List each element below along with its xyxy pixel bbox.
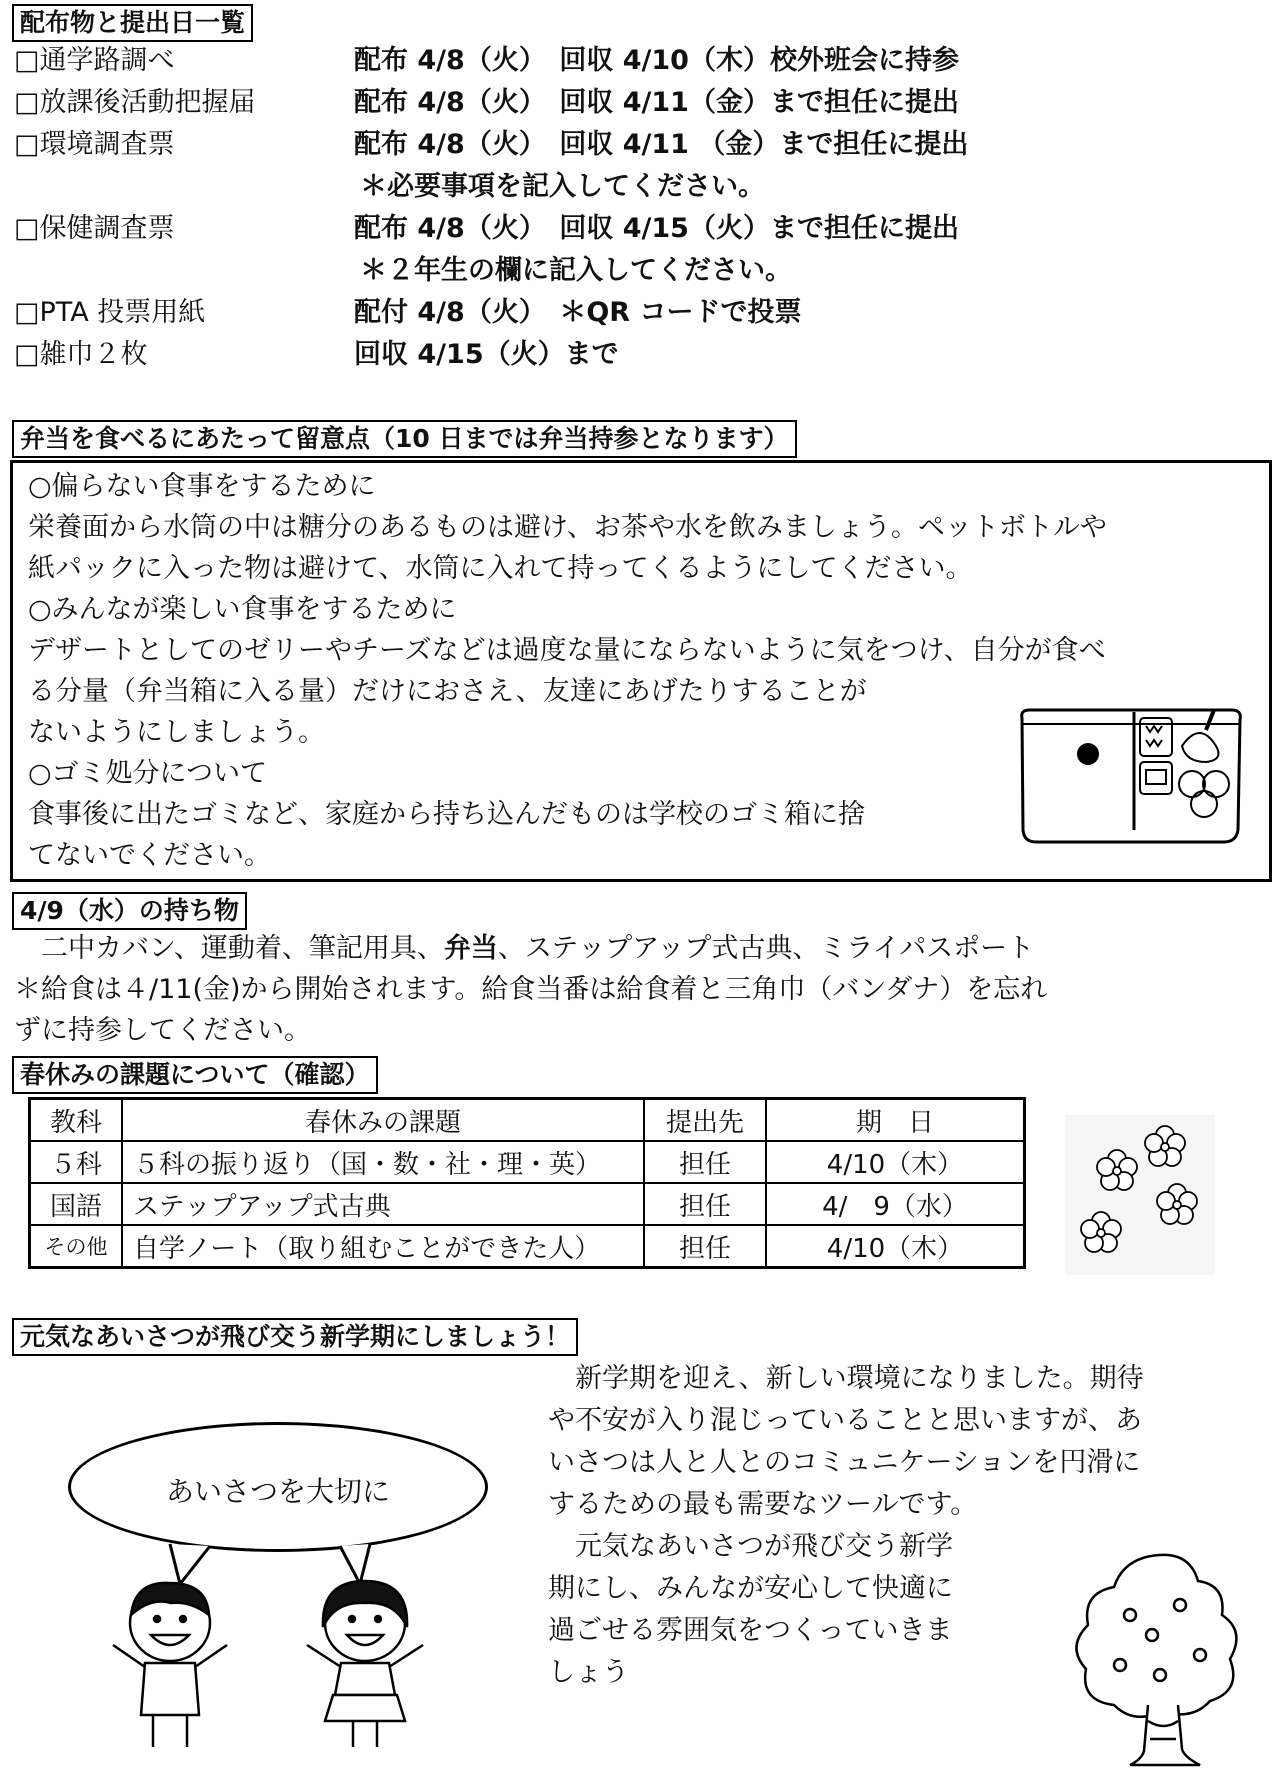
- handout-detail: 配付 4/8（火） ＊QR コードで投票: [354, 297, 802, 328]
- bento-line: 紙パックに入った物は避けて、水筒に入れて持ってくるようにしてください。: [28, 553, 973, 584]
- tree-illustration: [1060, 1545, 1260, 1775]
- handout-name: □通学路調べ: [14, 45, 175, 76]
- greeting-line: や不安が入り混じっていることと思いますが、あ: [548, 1405, 1142, 1436]
- table-header: 春休みの課題: [122, 1099, 644, 1142]
- bento-line: ないようにしましょう。: [28, 717, 325, 748]
- greeting-heading: 元気なあいさつが飛び交う新学期にしましょう！: [12, 1318, 578, 1356]
- students-illustration: [95, 1575, 455, 1755]
- handout-name: □放課後活動把握届: [14, 87, 256, 118]
- table-cell: ５科: [30, 1141, 123, 1183]
- speech-bubble-text: あいさつを大切に: [165, 1475, 390, 1508]
- belongings-line: ずに持参してください。: [14, 1015, 311, 1046]
- table-cell: 4/10（木）: [766, 1141, 1025, 1183]
- homework-heading: 春休みの課題について（確認）: [12, 1056, 378, 1094]
- greeting-line: 新学期を迎え、新しい環境になりました。期待: [548, 1363, 1144, 1394]
- table-row: [30, 1183, 1025, 1225]
- table-cell: 4/10（木）: [766, 1225, 1025, 1268]
- handout-detail: 回収 4/15（火）まで: [354, 339, 619, 370]
- handout-row: [14, 86, 1214, 120]
- bento-line: 食事後に出たゴミなど、家庭から持ち込んだものは学校のゴミ箱に捨: [28, 799, 865, 830]
- bento-line: ○ゴミ処分について: [28, 758, 268, 789]
- handout-note: ＊必要事項を記入してください。: [360, 171, 765, 202]
- lunchbox-illustration: [1010, 700, 1250, 850]
- table-header: 教科: [30, 1099, 123, 1142]
- handouts-heading: 配布物と提出日一覧: [12, 4, 253, 42]
- bento-line: ○偏らない食事をするために: [28, 471, 376, 502]
- bento-line: てないでください。: [28, 840, 271, 871]
- belongings-heading: 4/9（水）の持ち物: [12, 892, 247, 930]
- table-cell: 担任: [644, 1141, 766, 1183]
- table-cell: ５科の振り返り（国・数・社・理・英）: [122, 1141, 644, 1183]
- handout-name: □PTA 投票用紙: [14, 297, 206, 328]
- table-cell: 担任: [644, 1225, 766, 1268]
- belongings-line: [14, 932, 1034, 966]
- greeting-line: いさつは人と人とのコミュニケーションを円滑に: [548, 1447, 1141, 1478]
- handout-detail: 配布 4/8（火） 回収 4/11（金）まで担任に提出: [354, 87, 959, 118]
- handout-row: [14, 296, 1214, 330]
- table-header: 期 日: [766, 1099, 1025, 1142]
- greeting-line: するための最も需要なツールです。: [548, 1489, 978, 1520]
- homework-table: [28, 1097, 1026, 1269]
- greeting-line: 過ごせる雰囲気をつくっていきま: [548, 1615, 953, 1646]
- handout-row: [14, 338, 1214, 372]
- belongings-bento-emphasis: 弁当: [443, 933, 498, 964]
- table-cell: 自学ノート（取り組むことができた人）: [122, 1225, 644, 1268]
- bento-line: 栄養面から水筒の中は糖分のあるものは避け、お茶や水を飲みましょう。ペットボトルや: [28, 512, 1107, 543]
- belongings-line: ＊給食は４/11(金)から開始されます。給食当番は給食着と三角巾（バンダナ）を忘れ: [14, 974, 1048, 1005]
- greeting-line: 元気なあいさつが飛び交う新学: [548, 1531, 953, 1562]
- handout-row: [14, 128, 1214, 162]
- table-cell: 国語: [30, 1183, 123, 1225]
- handout-name: □保健調査票: [14, 213, 175, 244]
- greeting-line: 期にし、みんなが安心して快適に: [548, 1573, 953, 1604]
- belongings-text: 二中カバン、運動着、筆記用具、: [14, 933, 444, 964]
- table-row: [30, 1141, 1025, 1183]
- cherry-blossom-illustration: [1065, 1115, 1215, 1275]
- handout-row: [14, 212, 1214, 246]
- bento-heading: 弁当を食べるにあたって留意点（10 日までは弁当持参となります）: [12, 420, 797, 458]
- belongings-text: 、ステップアップ式古典、ミライパスポート: [497, 933, 1035, 964]
- greeting-line: しょう: [548, 1657, 629, 1688]
- bento-line: る分量（弁当箱に入る量）だけにおさえ、友達にあげたりすることが: [28, 676, 867, 707]
- handout-detail: 配布 4/8（火） 回収 4/15（火）まで担任に提出: [354, 213, 959, 244]
- handout-row: [14, 44, 1214, 78]
- table-cell: その他: [30, 1225, 123, 1268]
- handout-name: □雑巾２枚: [14, 339, 148, 370]
- handout-note: ＊２年生の欄に記入してください。: [360, 255, 792, 286]
- handout-name: □環境調査票: [14, 129, 175, 160]
- table-cell: ステップアップ式古典: [122, 1183, 644, 1225]
- table-cell: 4/ 9（水）: [766, 1183, 1025, 1225]
- table-header: 提出先: [644, 1099, 766, 1142]
- table-cell: 担任: [644, 1183, 766, 1225]
- bento-line: デザートとしてのゼリーやチーズなどは過度な量にならないように気をつけ、自分が食べ: [28, 635, 1106, 666]
- table-header-row: [30, 1099, 1025, 1142]
- handout-detail: 配布 4/8（火） 回収 4/10（木）校外班会に持参: [354, 45, 959, 76]
- table-row: [30, 1225, 1025, 1268]
- handout-detail: 配布 4/8（火） 回収 4/11 （金）まで担任に提出: [354, 129, 969, 160]
- bento-line: ○みんなが楽しい食事をするために: [28, 594, 457, 625]
